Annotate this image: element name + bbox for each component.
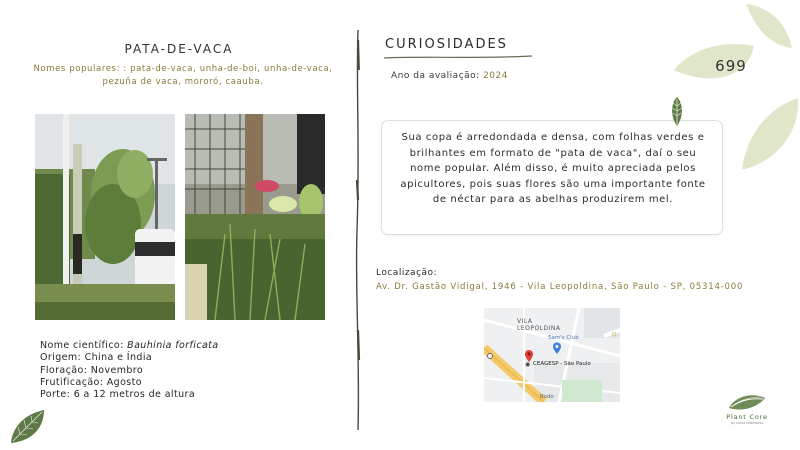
- column-divider: [352, 30, 364, 430]
- location-map[interactable]: [484, 308, 620, 402]
- plant-photo-detail: [185, 114, 325, 320]
- fact-fruiting: Frutificação: Agosto: [40, 376, 142, 388]
- fact-flowering: Floração: Novembro: [40, 364, 144, 376]
- fact-scientific-name: [40, 340, 219, 352]
- plant-facts: [40, 340, 219, 401]
- map-pin-label: CEAGESP - São Paulo: [533, 361, 591, 367]
- plant-title: PATA-DE-VACA: [124, 42, 234, 56]
- location-label: Localização:: [376, 268, 438, 278]
- map-district-2: LEOPOLDINA: [517, 325, 561, 332]
- map-store-label: Sam's Club: [548, 335, 579, 341]
- map-edge-letter: Q: [612, 332, 617, 338]
- curiosities-text: Sua copa é arredondada e densa, com folhas verdes e brilhantes em formato de "pata de vaca", daí o seu nome popular. Além disso, é muito apreciada pelos apicultores, pois suas flores são uma importante fonte de néctar para as abelhas produzirem mel.: [400, 132, 706, 206]
- map-road-label: Rodo: [540, 394, 554, 400]
- map-district-1: VILA: [517, 318, 533, 325]
- fact-size: Porte: 6 a 12 metros de altura: [40, 389, 196, 401]
- bottom-leaf-icon: [8, 408, 48, 446]
- location-address: Av. Dr. Gastão Vidigal, 1946 - Vila Leopoldina, São Paulo - SP, 05314-000: [376, 282, 744, 292]
- evaluation-year: [391, 71, 508, 81]
- small-leaf-icon: [668, 96, 686, 128]
- plant-photo-tree: [35, 114, 175, 320]
- logo-name: Plant Core: [726, 413, 768, 421]
- logo-leaf-icon: [727, 392, 767, 412]
- logo-tagline: by plant pathways: [730, 421, 764, 425]
- plant-number-badge: 699: [715, 57, 747, 75]
- map-pin-marker: ◉: [525, 361, 531, 368]
- store-pin-icon[interactable]: [552, 342, 562, 355]
- leaf-icon: [668, 0, 800, 180]
- fact-scientific-value: Bauhinia forficata: [127, 340, 219, 351]
- evaluation-year-label: Ano da avaliação:: [391, 71, 480, 81]
- curiosities-heading: CURIOSIDADES: [385, 37, 508, 52]
- fact-scientific-label: Nome científico:: [40, 340, 124, 351]
- brand-logo: [720, 392, 774, 432]
- fact-origin: Origem: China e Índia: [40, 352, 153, 364]
- popular-names: Nomes populares: : pata-de-vaca, unha-de-boi, unha-de-vaca, pezuña de vaca, mororó, caauba.: [33, 64, 333, 87]
- evaluation-year-value: 2024: [483, 71, 508, 81]
- heading-underline: [383, 53, 533, 61]
